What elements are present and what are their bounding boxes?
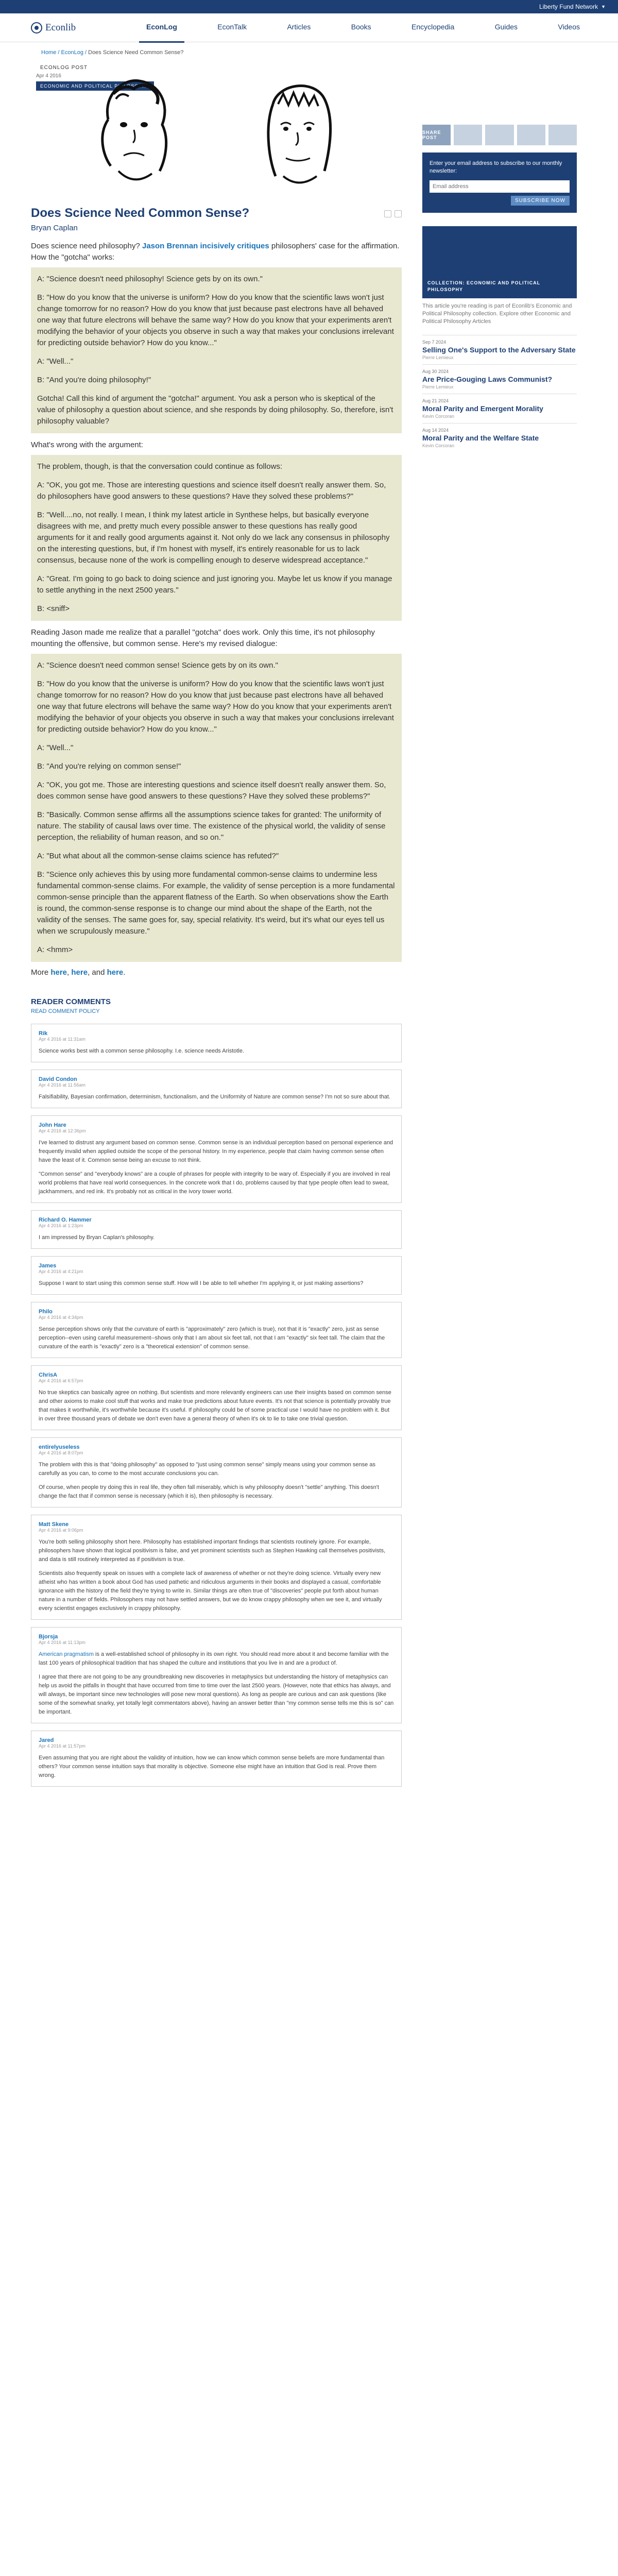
network-dropdown[interactable] (539, 3, 606, 10)
breadcrumb-home[interactable]: Home (41, 49, 57, 56)
comment-date: Apr 4 2016 at 11:31am (39, 1037, 85, 1042)
comment-date: Apr 4 2016 at 6:57pm (39, 1378, 83, 1383)
related-post[interactable] (422, 364, 577, 394)
more-end: . (123, 968, 126, 977)
comment (31, 1024, 402, 1062)
share-bar (422, 125, 577, 145)
comment-body (39, 1538, 394, 1613)
collection-label: COLLECTION: ECONOMIC AND POLITICAL PHILOSOPHY (427, 280, 540, 292)
comment-body (39, 1388, 394, 1423)
comment-paragraph: Even assuming that you are right about the validity of intuition, how we can know which common sense beliefs are more fundamental than others? Your common sense intuition says that morality is objective. Someone else might have an intuition that God is real. Prove them wrong. (39, 1755, 385, 1778)
main-nav (0, 13, 618, 42)
post-type-badge: ECONLOG POST (36, 63, 92, 73)
comment-paragraph: No true skeptics can basically agree on nothing. But scientists and more relevantly engineers can use their insights based on common sense and other axioms to make cool stuff that works and make true predictions about future events. It's not that science is potentially provably true that makes it worthwhile, it's worthwhile because it's useful. If philosophy could be of some practical use I would have no problem with it. But in over three thousand years of debate we don't even have a general theory of when it's ok to lie to take one trivial question. (39, 1389, 391, 1422)
comments-heading: READER COMMENTS (31, 997, 111, 1006)
share-icons (384, 210, 402, 217)
comment-body (39, 1093, 394, 1101)
related-title[interactable]: Moral Parity and the Welfare State (422, 434, 539, 442)
comment-body (39, 1279, 394, 1288)
comment (31, 1210, 402, 1249)
comment-author[interactable]: James (39, 1263, 57, 1269)
related-author: Kevin Corcoran (422, 414, 455, 419)
quote-paragraph: B: "And you're relying on common sense!" (37, 762, 181, 771)
comment-body (39, 1650, 394, 1717)
related-date: Aug 21 2024 (422, 398, 449, 403)
comment (31, 1115, 402, 1203)
comment-date: Apr 4 2016 at 8:07pm (39, 1450, 83, 1455)
comment-date: Apr 4 2016 at 12:36pm (39, 1128, 86, 1133)
top-bar (0, 0, 618, 13)
share-label: SHARE POST (422, 125, 451, 145)
comment-date: Apr 4 2016 at 4:21pm (39, 1269, 83, 1274)
comment-date: Apr 4 2016 at 11:57pm (39, 1743, 85, 1749)
quote-block-1 (31, 267, 402, 433)
related-post[interactable] (422, 335, 577, 364)
related-date: Aug 30 2024 (422, 369, 449, 374)
related-title[interactable]: Are Price-Gouging Laws Communist? (422, 375, 553, 383)
comment-paragraph: I've learned to distrust any argument based on common sense. Common sense is an individual perception based on personal experience and frequently invalid when applied outside the scope of the personal history. In my experience, people that claim having common sense often have the least of it. Common sense being an excuse to not think. (39, 1140, 393, 1163)
brennan-link[interactable]: Jason Brennan incisively critiques (142, 242, 269, 250)
lead-text: Does science need philosophy? (31, 242, 142, 250)
nav-articles[interactable]: Articles (287, 23, 311, 31)
comment-body (39, 1461, 394, 1501)
breadcrumb-sep: / (56, 49, 61, 56)
comment-author[interactable]: Philo (39, 1309, 53, 1315)
comment-policy-link[interactable]: READ COMMENT POLICY (31, 1008, 100, 1014)
comment-author[interactable]: David Condon (39, 1076, 77, 1082)
newsletter-box (422, 152, 577, 213)
quote-paragraph: B: "Science only achieves this by using more fundamental common-sense claims to undermine less fundamental common-sense claims. For example, the validity of sense perception is a more fundamental common-sense principle than the apparent flatness of the Earth. So when observations show the Earth is round, the common-sense response is to change our mind about the shape of the Earth, not the validity of the senses. The same goes for, say, special relativity. It's weird, but it's what our eyes tell us when we scrupulously measure." (37, 870, 395, 936)
comment-paragraph: The problem with this is that "doing philosophy" as opposed to "just using common sense" simply means using your common sense as carefully as you can, to come to the most accurate conclusions you can. (39, 1462, 375, 1477)
comment (31, 1731, 402, 1787)
related-post[interactable] (422, 423, 577, 452)
breadcrumb-sep: / (83, 49, 89, 56)
comment-body (39, 1754, 394, 1780)
comment-date: Apr 4 2016 at 11:56am (39, 1082, 85, 1088)
share-email-icon[interactable] (548, 125, 577, 145)
quote-paragraph: A: "Science doesn't need common sense! Science gets by on its own." (37, 661, 278, 670)
article-lead (31, 241, 402, 263)
quote-paragraph: B: "How do you know that the universe is uniform? How do you know that the scientific laws won't just change tomorrow for no reason? How do you know that just because past electrons have all behaved one way that future electrons will behave the same way? How do you know that your experiments aren't modifying the behavior of your objects you observe in such a way that makes your conclusions irrelevant for predicting outside behavior? How do you know..." (37, 680, 394, 734)
quote-paragraph: B: "How do you know that the universe is uniform? How do you know that the scientific laws won't just change tomorrow for no reason? How do you know that just because past electrons have all behaved one way that future electrons will behave the same way? How do you know that your experiments aren't modifying the behavior of your objects you observe in such a way that makes your conclusions irrelevant for predicting outside behavior? How do you know..." (37, 293, 394, 347)
nav-econlog[interactable]: EconLog (139, 12, 184, 43)
comment (31, 1365, 402, 1430)
more-link-1[interactable]: here (50, 968, 67, 977)
more-sep: , (67, 968, 72, 977)
article-author[interactable]: Bryan Caplan (31, 224, 78, 232)
related-author: Kevin Corcoran (422, 443, 455, 448)
comment-body (39, 1325, 394, 1351)
share-facebook-icon[interactable] (454, 125, 482, 145)
more-links (31, 968, 402, 977)
quote-paragraph: B: "Well....no, not really. I mean, I think my latest article in Synthese helps, but basically everyone disagrees with me, and pretty much every possible answer to these questions has really good arguments for it and really good arguments against it. Not only do we lack any consensus in philosophy on the interesting questions, but, if I'm honest with myself, it's entirely reasonable for us to lack consensus, because none of the work is compelling enough to deserve widespread acceptance." (37, 511, 390, 565)
quote-paragraph: A: <hmm> (37, 945, 73, 954)
comment-body (39, 1233, 394, 1242)
nav-guides[interactable]: Guides (494, 23, 518, 31)
breadcrumb (0, 42, 618, 63)
quote-paragraph: The problem, though, is that the conversation could continue as follows: (37, 462, 283, 471)
email-input[interactable] (430, 180, 570, 193)
comment-paragraph: I am impressed by Bryan Caplan's philosophy. (39, 1234, 155, 1241)
more-link-2[interactable]: here (71, 968, 88, 977)
nav-links (129, 12, 587, 43)
comment-text: is a well-established school of philosophy in its own right. You should read more about it and become familiar with the last 100 years of philosophical tradition that has shaped the culture and institutions that you live in and are a product of. (39, 1651, 389, 1666)
related-author: Pierre Lemieux (422, 384, 454, 389)
comment-date: Apr 4 2016 at 4:34pm (39, 1315, 83, 1320)
breadcrumb-current: Does Science Need Common Sense? (88, 49, 184, 56)
comment-author[interactable]: ChrisA (39, 1372, 58, 1378)
comment (31, 1627, 402, 1723)
network-label: Liberty Fund Network (539, 3, 598, 10)
quote-paragraph: A: "OK, you got me. Those are interesting questions and science itself doesn't really answer them. So, does common sense have good answers to these questions? Have they solved these problems?" (37, 781, 386, 801)
comment (31, 1256, 402, 1295)
quote-paragraph: B: <sniff> (37, 604, 70, 613)
nav-videos[interactable]: Videos (558, 23, 580, 31)
quote-block-2 (31, 455, 402, 621)
comment-paragraph (39, 1650, 394, 1668)
logo[interactable] (31, 22, 129, 33)
comment-author[interactable]: Rik (39, 1030, 48, 1037)
comment-author[interactable]: Bjorsja (39, 1634, 58, 1640)
quote-paragraph: B: "Basically. Common sense affirms all the assumptions science takes for granted: The uniformity of nature. The stability of causal laws over time. The existence of the physical world, the validity of sense perception, the reliability of human reason, and so on." (37, 810, 386, 842)
nav-encyclopedia[interactable]: Encyclopedia (411, 23, 455, 31)
logo-text: Econlib (45, 22, 76, 33)
subscribe-button[interactable]: SUBSCRIBE NOW (511, 196, 570, 206)
related-posts (422, 335, 577, 452)
comment-date: Apr 4 2016 at 9:06pm (39, 1528, 83, 1533)
related-author: Pierre Lemieux (422, 355, 454, 360)
quote-paragraph: Gotcha! Call this kind of argument the "gotcha!" argument. You ask a person who is skeptical of the value of philosophy a question about science, and she responds by doing philosophy. So, therefore, isn't philosophy valuable? (37, 394, 393, 426)
breadcrumb-econlog[interactable]: EconLog (61, 49, 83, 56)
comment-author[interactable]: entirelyuseless (39, 1444, 80, 1450)
comment (31, 1302, 402, 1358)
collection-description: This article you're reading is part of Econlib's Economic and Political Philosophy collection. Explore other Economic and Political Philosophy Articles (422, 303, 572, 325)
more-text: More (31, 968, 51, 977)
collection-banner[interactable] (422, 226, 577, 298)
comment (31, 1070, 402, 1108)
comment-paragraph: I agree that there are not going to be any groundbreaking new discoveries in metaphysics but understanding the history of metaphysics can help us avoid the pitfalls in thought that have occurred from time to time over the last 2500 years. (However, note that ethics has always, and will always, be important since new technologies will pose new moral questions). As long as people are curious and can ask questions (like some of the somewhat snarky, yet totally legit commentators above), having an answer better than "my common sense tells me this is so" can be important. (39, 1674, 394, 1715)
nav-econtalk[interactable]: EconTalk (217, 23, 247, 31)
quote-paragraph: A: "Well..." (37, 357, 74, 366)
quote-paragraph: A: "Great. I'm going to go back to doing science and just ignoring you. Maybe let us know if you manage to settle anything in the next 2500 years." (37, 574, 392, 595)
comment (31, 1515, 402, 1620)
quote-paragraph: B: "And you're doing philosophy!" (37, 376, 151, 384)
comment-author[interactable]: John Hare (39, 1122, 66, 1128)
comment (31, 1437, 402, 1507)
print-icon[interactable] (384, 210, 391, 217)
more-link-3[interactable]: here (107, 968, 124, 977)
wrong-heading: What's wrong with the argument: (31, 440, 143, 449)
related-post[interactable] (422, 394, 577, 423)
lead-text-end: philosophers' case for the affirmation. How the "gotcha" works: (31, 242, 400, 262)
comment-paragraph: Of course, when people try doing this in real life, they often fall miserably, which is why philosophy doesn't "settle" anything. This doesn't change the fact that if common sense is necessary (which it is), then philosophy is necessary. (39, 1484, 379, 1499)
quote-paragraph: A: "OK, you got me. Those are interesting questions and science itself doesn't really answer them. So, do philosophers have good answers to these questions? Have they solved these problems?" (37, 481, 386, 501)
related-title[interactable]: Selling One's Support to the Adversary State (422, 346, 576, 354)
email-icon[interactable] (394, 210, 402, 217)
reading-paragraph: Reading Jason made me realize that a parallel "gotcha" does work. Only this time, it's not philosophy mounting the offensive, but common sense. Here's my revised dialogue: (31, 628, 375, 648)
quote-paragraph: A: "But what about all the common-sense claims science has refuted?" (37, 852, 279, 860)
comment-author[interactable]: Matt Skene (39, 1521, 69, 1528)
comment-list (31, 1024, 402, 1787)
right-face-illustration (252, 73, 340, 192)
comment-author[interactable]: Jared (39, 1737, 54, 1743)
comment-date: Apr 4 2016 at 1:23pm (39, 1223, 83, 1228)
comment-paragraph: Scientists also frequently speak on issues with a complete lack of awareness of whether or not they're doing science. Virtually every new atheist who has written a book about God has used pathetic and ridiculous arguments in their books and displayed a casual, comfortable ignorance with the history of the field they're trying to write in. Similar things are often true of "discoveries" people put forth about human nature in a number of fields. Philosophers may not have settled answers, but we do know crappy philosophy when we see it, and virtually every scientist engages exclusively in crappy philosophy. (39, 1570, 382, 1612)
hero-image (31, 63, 402, 197)
comment-paragraph: You're both selling philosophy short here. Philosophy has established important findings that scientists routinely ignore. For example, philosophers have shown that logical positivism is false, and yet prominent scientists such as Stephen Hawking call themselves positivists, and data is still routinely interpreted as if positivism is true. (39, 1539, 386, 1563)
article-title: Does Science Need Common Sense? (31, 206, 250, 220)
comment-body (39, 1139, 394, 1196)
quote-paragraph: A: "Science doesn't need philosophy! Science gets by on its own." (37, 275, 263, 283)
comment-date: Apr 4 2016 at 11:13pm (39, 1640, 85, 1645)
comment-paragraph: Suppose I want to start using this common sense stuff. How will I be able to tell whether I'm applying it, or just making assertions? (39, 1280, 364, 1286)
related-title[interactable]: Moral Parity and Emergent Morality (422, 404, 543, 413)
logo-icon (31, 22, 42, 33)
comment-author[interactable]: Richard O. Hammer (39, 1217, 92, 1223)
left-face-illustration (93, 73, 175, 192)
main-column (31, 63, 402, 1794)
comment-paragraph: Falsifiability, Bayesian confirmation, determinism, functionalism, and the Uniformity of Nature are common sense? I'm not so sure about that. (39, 1094, 390, 1100)
comment-paragraph: "Common sense" and "everybody knows" are a couple of phrases for people with integrity to be wary of. Especially if you are involved in real world problems that have real world consequences. In the concrete work that I do, problems caused by that type people often lead to sweat, jackhammers, and red ink. It's probably not as critical in the ivory tower world. (39, 1171, 390, 1195)
comment-paragraph: Science works best with a common sense philosophy. I.e. science needs Aristotle. (39, 1048, 245, 1054)
sidebar (422, 63, 577, 1794)
comment-body (39, 1047, 394, 1056)
comment-paragraph: Sense perception shows only that the curvature of earth is "approximately" zero (which is true), not that it is "exactly" zero, just as sense perception--even using careful measurement--shows only that I am about six feet tall, not that I am "exactly" six feet tall. The claim that the curvature of the earth is "exactly" zero is a "theoretical extension" of common sense. (39, 1326, 385, 1350)
more-sep: , and (88, 968, 107, 977)
post-date: Apr 4 2016 (36, 73, 61, 79)
category-badge[interactable]: ECONOMIC AND POLITICAL PHILOSOPHY (36, 81, 154, 91)
chevron-down-icon: ▼ (601, 4, 606, 9)
newsletter-text: Enter your email address to subscribe to our monthly newsletter: (430, 160, 562, 174)
quote-paragraph: A: "Well..." (37, 743, 74, 752)
related-date: Aug 14 2024 (422, 428, 449, 433)
nav-books[interactable]: Books (351, 23, 371, 31)
quote-block-3 (31, 654, 402, 962)
related-date: Sep 7 2024 (422, 340, 447, 345)
comment-link[interactable]: American pragmatism (39, 1651, 94, 1657)
share-linkedin-icon[interactable] (517, 125, 545, 145)
share-twitter-icon[interactable] (485, 125, 513, 145)
